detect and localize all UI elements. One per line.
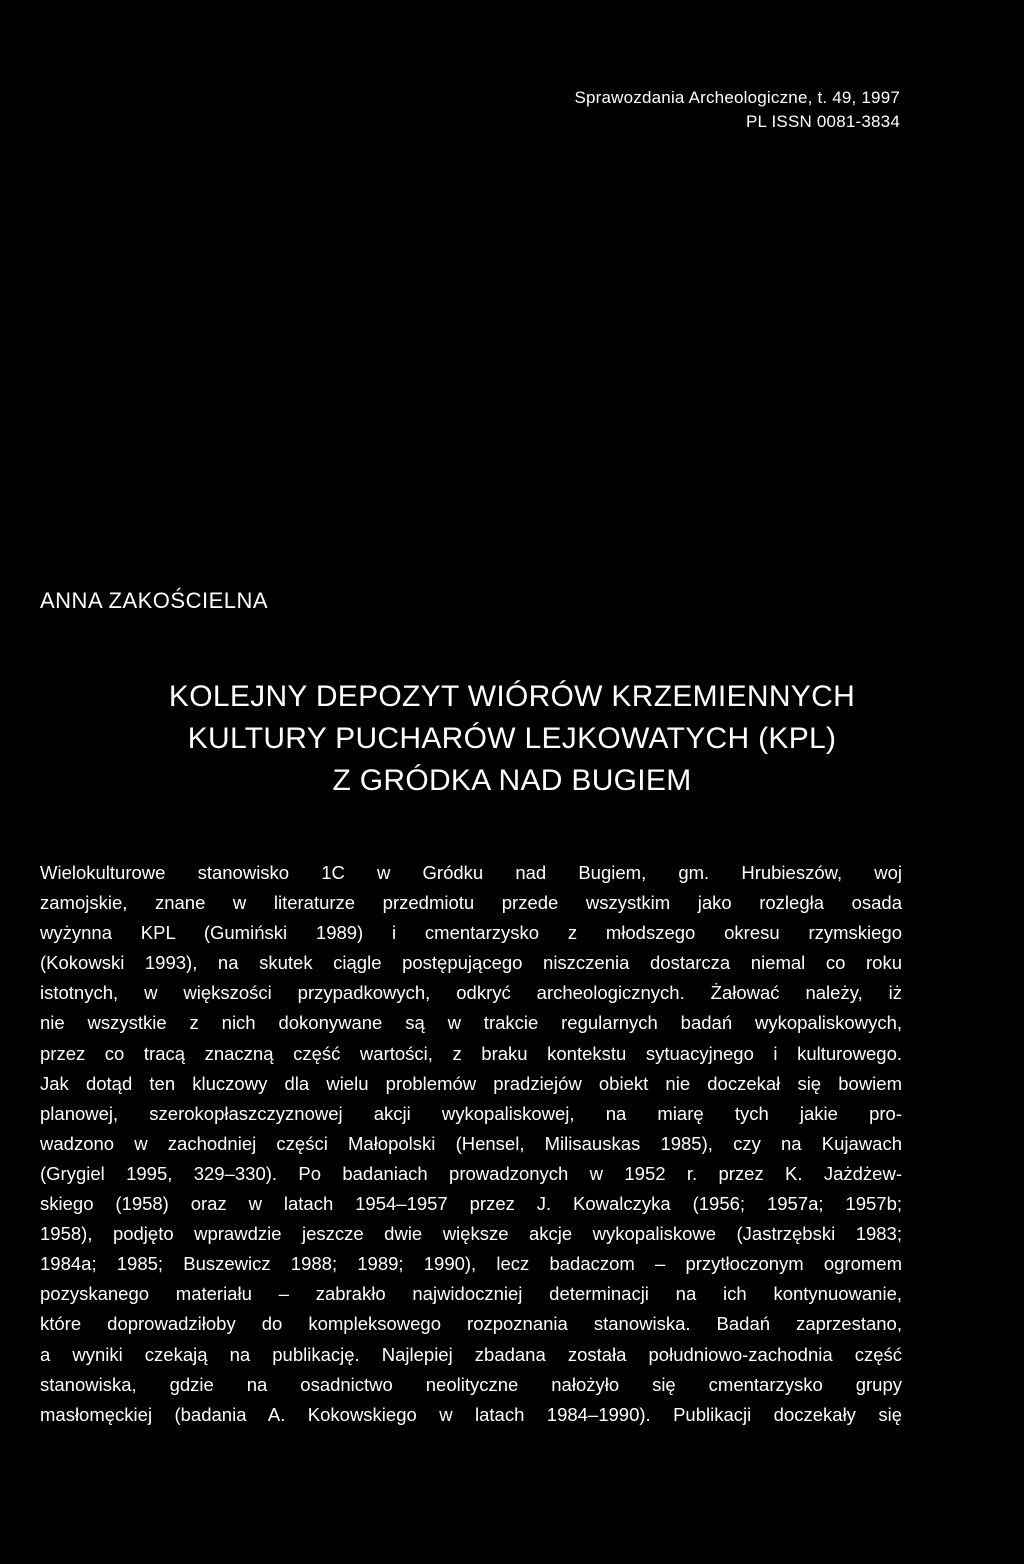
body-line: masłomęckiej (badania A. Kokowskiego w latach 1984–1990). Publikacji doczekały się <box>40 1403 902 1425</box>
title-line: KULTURY PUCHARÓW LEJKOWATYCH (KPL) <box>187 722 837 755</box>
article-author: ANNA ZAKOŚCIELNA <box>40 588 269 613</box>
body-line: zamojskie, znane w literaturze przedmiotu przede wszystkim jako rozległa osada <box>40 892 902 914</box>
body-line: Jak dotąd ten kluczowy dla wielu problemów pradziejów obiekt nie doczekał się bowiem <box>40 1072 902 1094</box>
body-line: a wyniki czekają na publikację. Najlepiej zbadana została południowo-zachodnia część <box>40 1343 902 1365</box>
body-line: istotnych, w większości przypadkowych, odkryć archeologicznych. Żałować należy, iż <box>40 982 902 1004</box>
body-line: 1958), podjęto wprawdzie jeszcze dwie większe akcje wykopaliskowe (Jastrzębski 1983; <box>40 1223 902 1245</box>
body-line: (Kokowski 1993), na skutek ciągle postępującego niszczenia dostarcza niemal co roku <box>40 952 902 974</box>
body-line: przez co tracą znaczną część wartości, z braku kontekstu sytuacyjnego i kulturowego. <box>40 1042 902 1064</box>
body-line: wyżynna KPL (Gumiński 1989) i cmentarzysko z młodszego okresu rzymskiego <box>40 922 902 944</box>
body-line: Wielokulturowe stanowisko 1C w Gródku nad Bugiem, gm. Hrubieszów, woj <box>40 862 902 883</box>
article-title <box>40 676 984 802</box>
journal-issn: PL ISSN 0081-3834 <box>746 112 900 131</box>
body-line: skiego (1958) oraz w latach 1954–1957 przez J. Kowalczyka (1956; 1957a; 1957b; <box>40 1193 902 1215</box>
body-line: nie wszystkie z nich dokonywane są w trakcie regularnych badań wykopaliskowych, <box>40 1012 902 1034</box>
title-line: KOLEJNY DEPOZYT WIÓRÓW KRZEMIENNYCH <box>168 680 856 713</box>
journal-citation: Sprawozdania Archeologiczne, t. 49, 1997 <box>574 88 900 107</box>
body-line: które doprowadziłoby do kompleksowego rozpoznania stanowiska. Badań zaprzestano, <box>40 1313 902 1335</box>
journal-header <box>574 86 900 134</box>
body-line: stanowiska, gdzie na osadnictwo neolityczne nałożyło się cmentarzysko grupy <box>40 1373 902 1395</box>
body-line: wadzono w zachodniej części Małopolski (Hensel, Milisauskas 1985), czy na Kujawach <box>40 1132 902 1154</box>
body-line: pozyskanego materiału – zabrakło najwidoczniej determinacji na ich kontynuowanie, <box>40 1283 902 1305</box>
title-line: Z GRÓDKA NAD BUGIEM <box>332 764 692 797</box>
body-line: (Grygiel 1995, 329–330). Po badaniach prowadzonych w 1952 r. przez K. Jażdżew- <box>40 1162 902 1184</box>
body-line: planowej, szerokopłaszczyznowej akcji wykopaliskowej, na miarę tych jakie pro- <box>40 1102 902 1124</box>
body-line: 1984a; 1985; Buszewicz 1988; 1989; 1990), lecz badaczom – przytłoczonym ogromem <box>40 1253 902 1275</box>
article-body <box>40 858 902 1430</box>
